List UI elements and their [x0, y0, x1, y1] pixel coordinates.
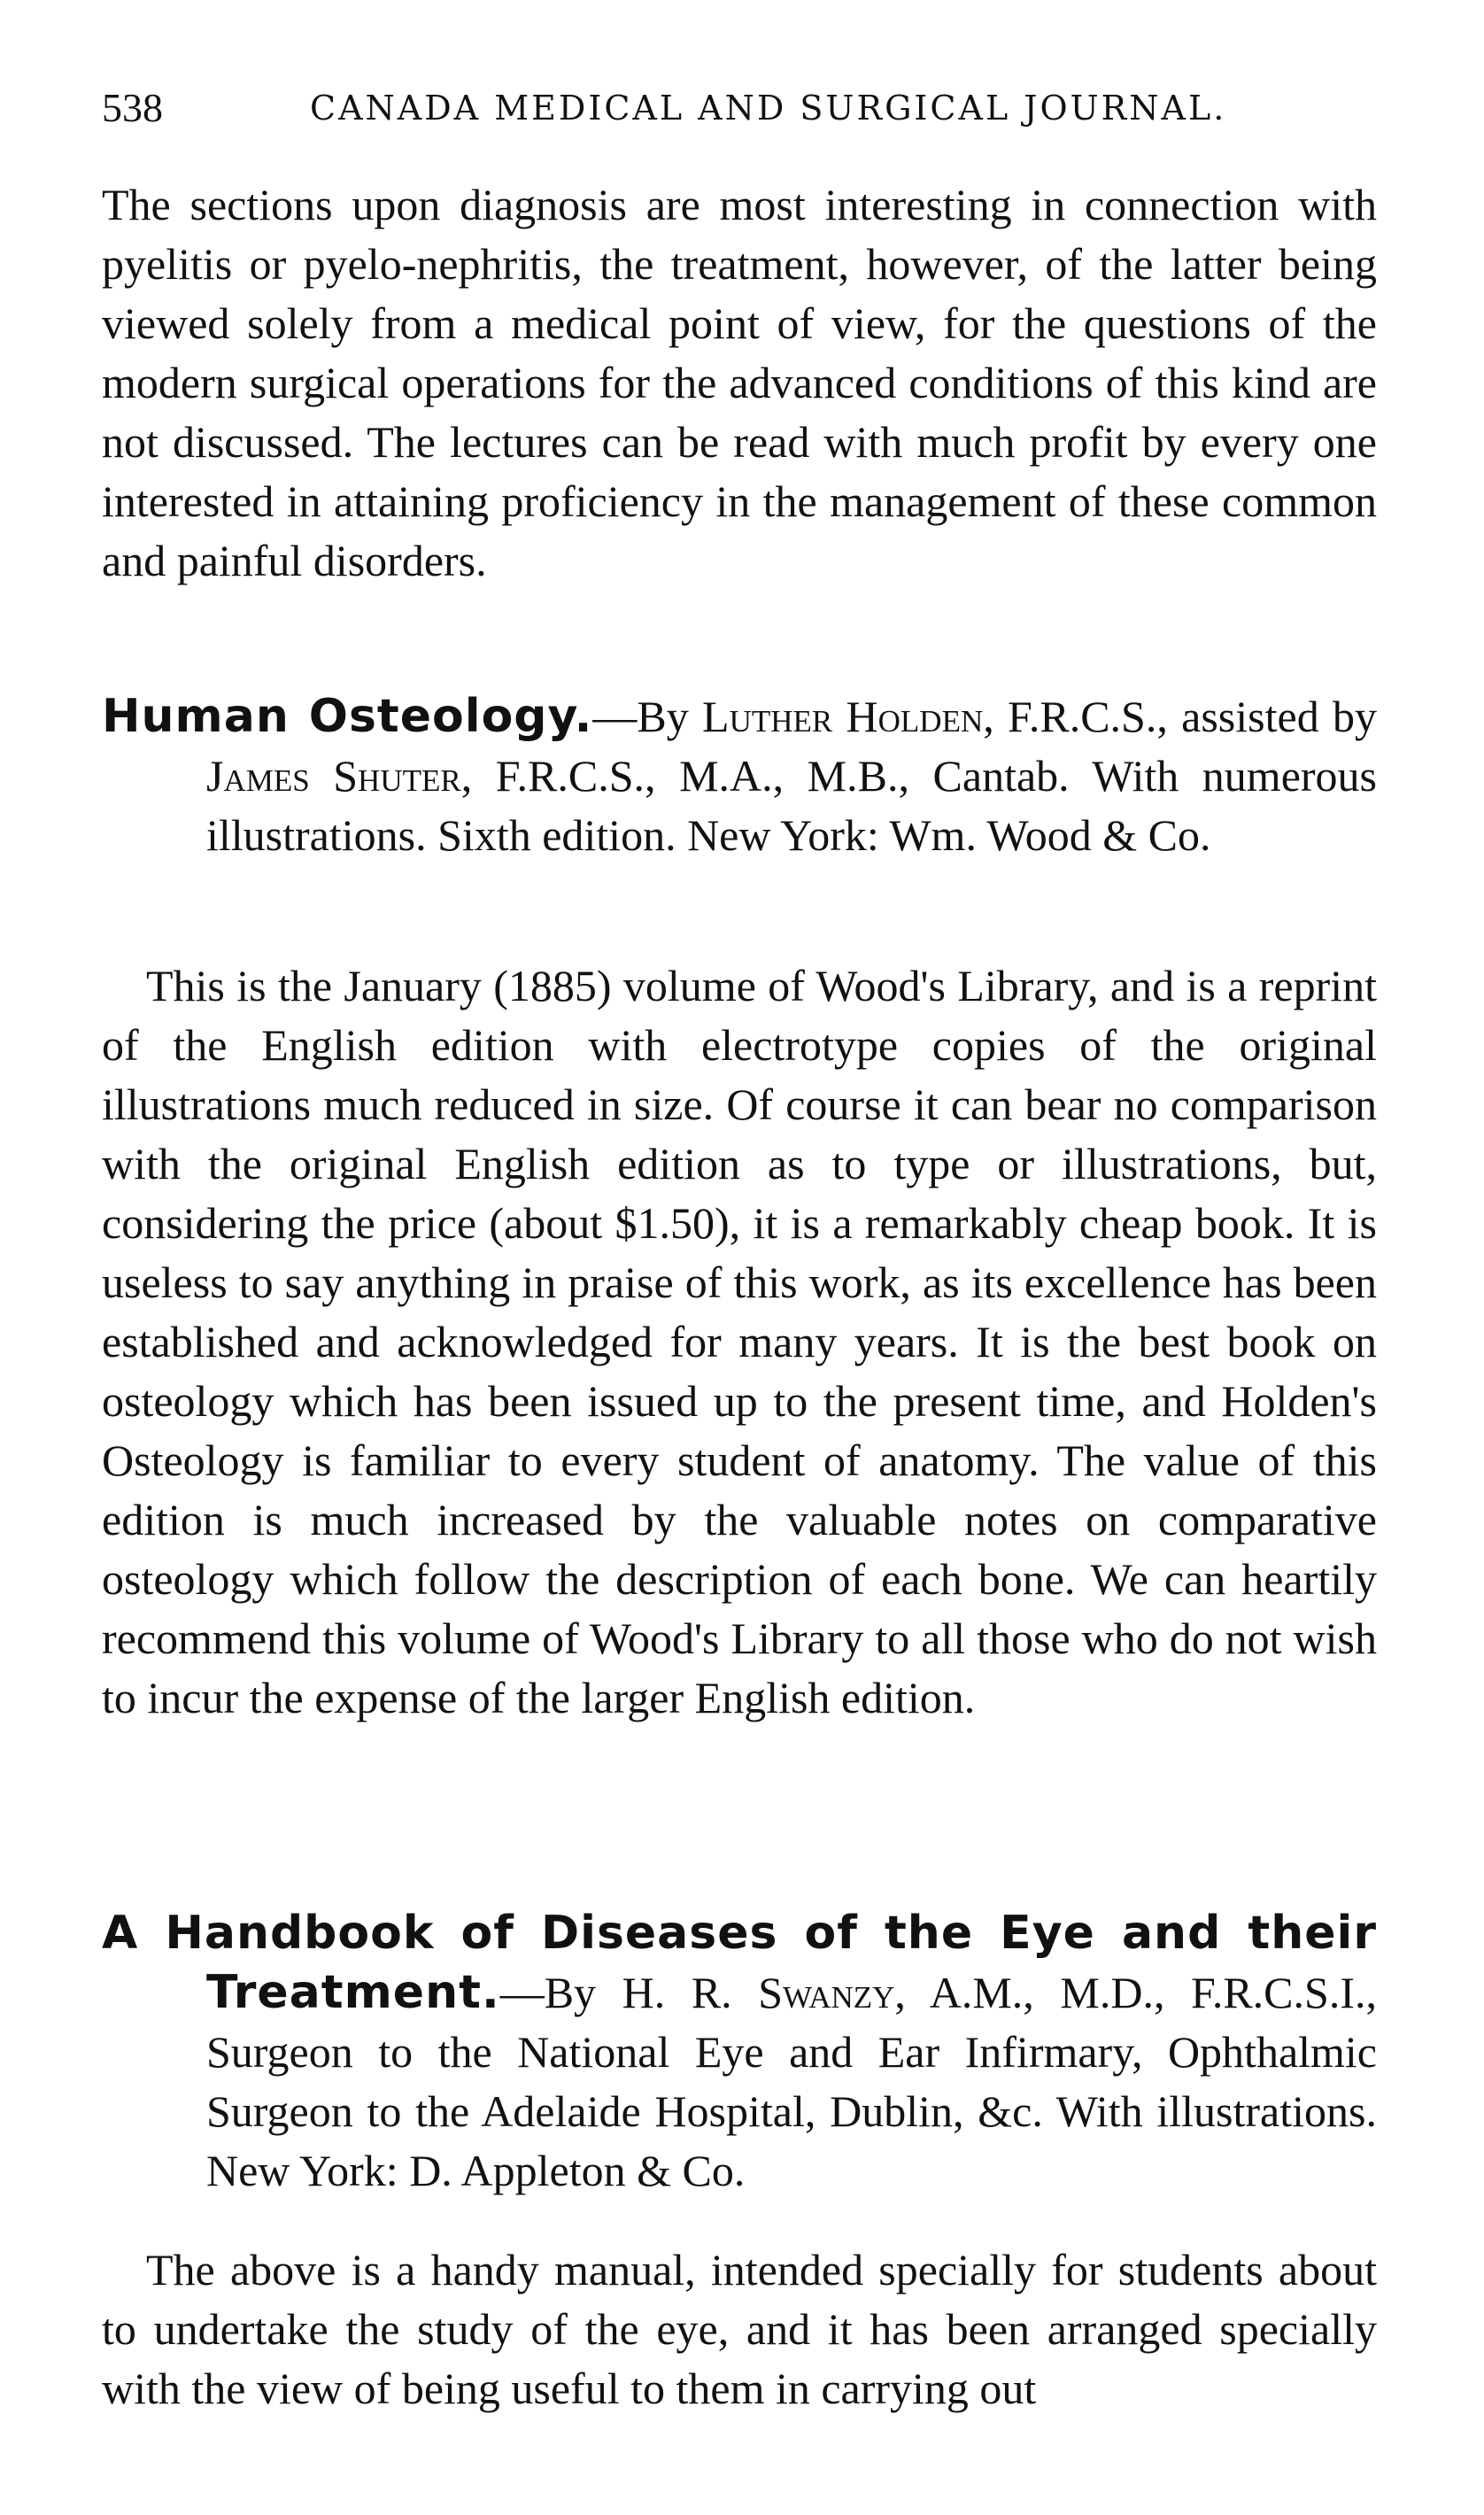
- running-head: CANADA MEDICAL AND SURGICAL JOURNAL.: [310, 89, 1227, 128]
- review-body-eye-handbook: The above is a handy manual, intended specially for students about to undertake the study of the eye, and it has been arranged specially with the view of being useful to them in carrying out: [102, 2245, 1377, 2413]
- review-by: —By: [592, 692, 703, 741]
- review-heading-osteology: [102, 687, 1377, 865]
- review-body-osteology: This is the January (1885) volume of Wood's Library, and is a reprint of the English edition with electrotype copies of the original illustrations much reduced in size. Of course it can bear no comparison with the original English edition as to type or illustrations, but, considering the price (about $1.50), it is a remarkably cheap book. It is useless to say anything in praise of this work, as its excellence has been established and acknowledged for many years. It is the best book on osteology which has been issued up to the present time, and Holden's Osteology is familiar to every student of anatomy. The value of this edition is much increased by the valuable notes on comparative osteology which follow the description of each bone. We can heartily recommend this volume of Wood's Library to all those who do not wish to incur the expense of the larger English edition.: [102, 961, 1377, 1722]
- review-author-credentials: , F.R.C.S., assisted by: [983, 692, 1377, 741]
- page-header: [102, 81, 1377, 135]
- review-publication-details: , F.R.C.S., M.A., M.B., Cantab. With numerous illustrations. Sixth edition. New York: Wm. Wood & Co.: [206, 751, 1377, 860]
- review-title: Human Osteology.: [102, 690, 593, 743]
- paragraph-diagnosis: The sections upon diagnosis are most interesting in connection with pyelitis or pyelo-nephritis, the treatment, however, of the latter being viewed solely from a medical point of view, for the questions of the modern surgical operations for the advanced conditions of this kind are not discussed. The lectures can be read with much profit by every one interested in attaining proficiency in the management of these common and painful disorders.: [102, 180, 1377, 585]
- review-by: —By: [499, 1968, 622, 2017]
- review-publication-details: , A.M., M.D., F.R.C.S.I., Surgeon to the National Eye and Ear Infirmary, Ophthalmic Surgeon to the Adelaide Hospital, Dublin, &c. With illustrations. New York: D. Appleton & Co.: [206, 1968, 1377, 2195]
- review-heading-eye-handbook: [102, 1904, 1377, 2201]
- review-title: A Handbook of Diseases of the Eye and their Treatment.: [102, 1907, 1377, 2019]
- review-assistant: James Shuter: [206, 751, 461, 801]
- review-author: Luther Holden: [702, 692, 984, 741]
- page-number: 538: [102, 85, 163, 130]
- review-author: H. R. Swanzy: [622, 1968, 895, 2017]
